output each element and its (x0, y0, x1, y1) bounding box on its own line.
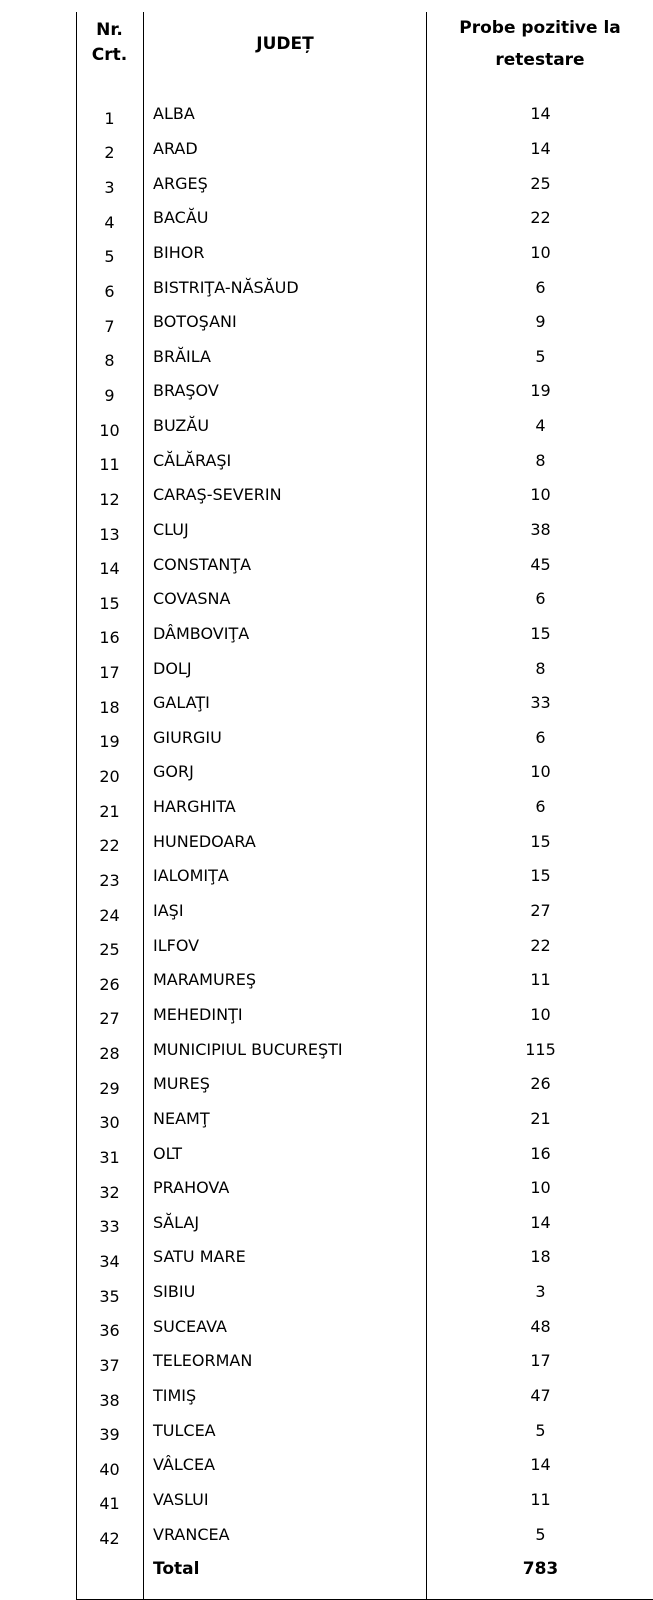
positive-count: 9 (535, 312, 546, 332)
positive-count: 17 (530, 1351, 551, 1371)
row-number: 35 (99, 1286, 120, 1306)
county-name: SATU MARE (153, 1247, 246, 1267)
table-row (76, 687, 653, 722)
positive-count: 14 (530, 138, 551, 158)
positive-count: 6 (535, 727, 546, 747)
row-number: 1 (104, 108, 115, 128)
positive-count: 11 (530, 970, 551, 990)
row-number: 9 (104, 385, 115, 405)
row-number: 24 (99, 905, 120, 925)
table-row (76, 548, 653, 583)
table-row (76, 410, 653, 445)
row-number: 28 (99, 1044, 120, 1064)
row-number: 21 (99, 801, 120, 821)
positive-count: 10 (530, 485, 551, 505)
row-number: 36 (99, 1321, 120, 1341)
county-name: HUNEDOARA (153, 831, 256, 851)
table-row (76, 375, 653, 410)
row-number: 32 (99, 1182, 120, 1202)
positive-count: 115 (525, 1039, 556, 1059)
table-row (76, 1310, 653, 1345)
county-name: CONSTANŢA (153, 554, 252, 574)
table-row (76, 306, 653, 341)
row-number: 5 (104, 247, 115, 267)
table-row (76, 756, 653, 791)
table-row (76, 860, 653, 895)
row-number: 27 (99, 1009, 120, 1029)
positive-count: 38 (530, 520, 551, 539)
positive-count: 10 (530, 242, 551, 262)
positive-count: 15 (530, 831, 551, 851)
table-row (76, 1414, 653, 1449)
county-name: CLUJ (153, 520, 189, 539)
row-number: 3 (104, 178, 115, 198)
table-row (76, 1518, 653, 1553)
county-name: BOTOŞANI (153, 312, 237, 332)
row-number: 42 (99, 1529, 120, 1549)
county-name: ALBA (153, 104, 195, 124)
county-name: CĂLĂRAŞI (153, 450, 232, 470)
table-row (76, 895, 653, 930)
positive-count: 18 (530, 1247, 551, 1267)
county-name: SUCEAVA (153, 1316, 227, 1336)
header-value-line2: retestare (495, 50, 585, 70)
county-name: MUREŞ (153, 1074, 210, 1094)
county-name: MEHEDINŢI (153, 1004, 243, 1024)
county-name: PRAHOVA (153, 1178, 230, 1198)
row-number: 12 (99, 489, 120, 509)
positive-count: 5 (535, 1420, 546, 1440)
positive-count: 22 (530, 935, 551, 955)
table-row (76, 1345, 653, 1380)
county-name: BRAŞOV (153, 381, 219, 401)
county-name: BUZĂU (153, 416, 210, 436)
total-label: Total (153, 1558, 200, 1579)
header-nr-line1: Nr. (96, 20, 123, 40)
table-row (76, 1207, 653, 1242)
county-name: HARGHITA (153, 797, 236, 817)
positive-count: 6 (535, 797, 546, 817)
header-value (427, 16, 653, 73)
county-name: OLT (153, 1143, 183, 1163)
table-row (76, 237, 653, 272)
positive-count: 3 (535, 1282, 546, 1302)
county-name: BIHOR (153, 242, 205, 262)
table-body (76, 98, 653, 1588)
table-row (76, 98, 653, 133)
positive-count: 19 (530, 381, 551, 401)
row-number: 10 (99, 420, 120, 440)
positive-count: 15 (530, 866, 551, 886)
positive-count: 10 (530, 1178, 551, 1198)
table-row (76, 271, 653, 306)
positive-count: 8 (535, 658, 546, 678)
positive-count: 11 (530, 1489, 551, 1509)
row-number: 8 (104, 351, 115, 371)
table-row (76, 652, 653, 687)
county-name: ARGEŞ (153, 173, 208, 193)
county-name: GIURGIU (153, 727, 222, 747)
total-row (76, 1553, 653, 1588)
table-row (76, 1276, 653, 1311)
positive-count: 8 (535, 450, 546, 470)
header-judet: JUDEȚ (256, 34, 314, 54)
county-name: CARAŞ-SEVERIN (153, 485, 282, 505)
table-row (76, 514, 653, 549)
positive-count: 4 (535, 416, 546, 436)
positive-count: 26 (530, 1074, 551, 1094)
county-name: ILFOV (153, 935, 200, 955)
row-number: 41 (99, 1494, 120, 1514)
row-number: 23 (99, 870, 120, 890)
positive-count: 14 (530, 1455, 551, 1475)
table-row (76, 618, 653, 653)
row-number: 40 (99, 1459, 120, 1479)
row-number: 19 (99, 732, 120, 752)
row-number: 22 (99, 836, 120, 856)
county-name: COVASNA (153, 589, 231, 609)
table-row (76, 1380, 653, 1415)
table-row (76, 1172, 653, 1207)
table-row (76, 1484, 653, 1519)
county-name: IALOMIŢA (153, 866, 229, 886)
table-row (76, 999, 653, 1034)
positive-count: 47 (530, 1386, 551, 1406)
positive-count: 10 (530, 762, 551, 782)
county-name: TIMIŞ (153, 1386, 197, 1406)
positive-count: 45 (530, 554, 551, 574)
county-name: DÂMBOVIŢA (153, 623, 250, 643)
row-number: 25 (99, 940, 120, 960)
county-name: TELEORMAN (153, 1351, 253, 1371)
county-name: BACĂU (153, 208, 209, 228)
row-number: 39 (99, 1425, 120, 1445)
positive-count: 6 (535, 277, 546, 297)
positive-count: 6 (535, 589, 546, 609)
positive-count: 10 (530, 1004, 551, 1024)
positive-count: 22 (530, 208, 551, 228)
county-name: ARAD (153, 138, 198, 158)
table-row (76, 929, 653, 964)
table-row (76, 1103, 653, 1138)
row-number: 29 (99, 1078, 120, 1098)
row-number: 13 (99, 524, 120, 544)
table-row (76, 1449, 653, 1484)
table-row (76, 167, 653, 202)
table-row (76, 1033, 653, 1068)
header-value-line1: Probe pozitive la (459, 18, 621, 38)
row-number: 4 (104, 212, 115, 232)
table-row (76, 1137, 653, 1172)
table-row (76, 791, 653, 826)
header-nr (76, 18, 143, 68)
county-name: MUNICIPIUL BUCUREŞTI (153, 1039, 343, 1059)
row-number: 11 (99, 455, 120, 475)
row-number: 2 (104, 143, 115, 163)
county-name: SIBIU (153, 1282, 196, 1302)
positive-count: 33 (530, 693, 551, 713)
table-row (76, 479, 653, 514)
positive-count: 48 (530, 1316, 551, 1336)
positive-count: 14 (530, 1212, 551, 1232)
county-name: VASLUI (153, 1489, 209, 1509)
row-number: 15 (99, 593, 120, 613)
positive-count: 16 (530, 1143, 551, 1163)
table-row (76, 133, 653, 168)
positive-count: 15 (530, 623, 551, 643)
table-row (76, 964, 653, 999)
row-number: 30 (99, 1113, 120, 1133)
county-name: VÂLCEA (153, 1455, 216, 1475)
table-row (76, 340, 653, 375)
county-name: TULCEA (153, 1420, 216, 1440)
county-name: IAŞI (153, 901, 184, 921)
row-number: 37 (99, 1355, 120, 1375)
county-name: VRANCEA (153, 1524, 230, 1544)
table-row (76, 444, 653, 479)
positive-count: 5 (535, 346, 546, 366)
total-value: 783 (522, 1558, 559, 1579)
positive-count: 5 (535, 1524, 546, 1544)
positive-count: 27 (530, 901, 551, 921)
row-number: 34 (99, 1251, 120, 1271)
county-name: GALAŢI (153, 693, 210, 713)
positive-count: 14 (530, 104, 551, 124)
row-number: 20 (99, 766, 120, 786)
county-name: SĂLAJ (153, 1212, 200, 1232)
positive-count: 21 (530, 1108, 551, 1128)
header-nr-line2: Crt. (91, 45, 128, 65)
table-row (76, 722, 653, 757)
row-number: 31 (99, 1148, 120, 1168)
row-number: 18 (99, 697, 120, 717)
county-name: GORJ (153, 762, 194, 782)
row-number: 7 (104, 316, 115, 336)
row-number: 6 (104, 282, 115, 302)
row-number: 38 (99, 1390, 120, 1410)
county-name: DOLJ (153, 658, 192, 678)
table-row (76, 1241, 653, 1276)
row-number: 16 (99, 628, 120, 648)
row-number: 14 (99, 559, 120, 579)
row-number: 17 (99, 663, 120, 683)
positive-count: 25 (530, 173, 551, 193)
row-number: 26 (99, 974, 120, 994)
row-number: 33 (99, 1217, 120, 1237)
county-name: BISTRIŢA-NĂSĂUD (153, 277, 299, 297)
table-row (76, 202, 653, 237)
county-name: MARAMUREŞ (153, 970, 257, 990)
county-name: NEAMŢ (153, 1108, 210, 1128)
table-row (76, 825, 653, 860)
table-row (76, 1068, 653, 1103)
table-row (76, 583, 653, 618)
county-name: BRĂILA (153, 346, 211, 366)
